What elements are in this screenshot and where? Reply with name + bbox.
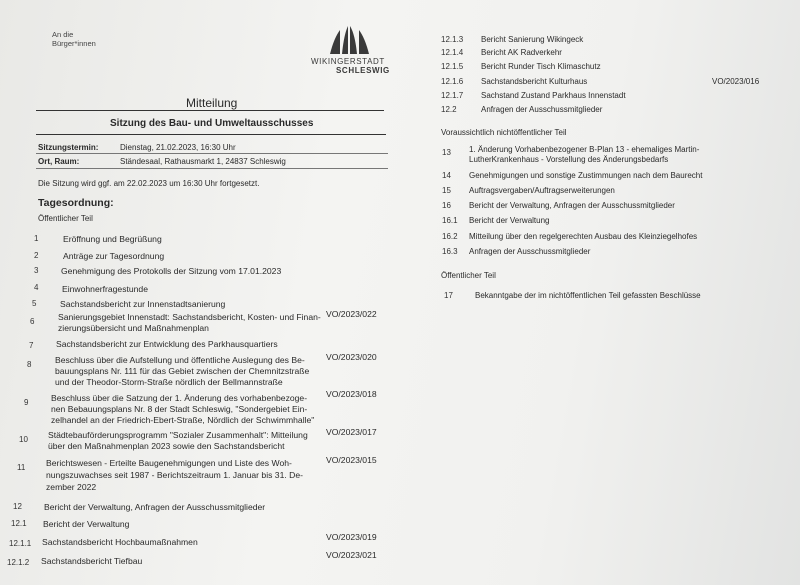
public-heading: Öffentlicher Teil [38,214,93,223]
document-reference: VO/2023/022 [326,309,377,319]
agenda-number: 16.2 [442,232,458,241]
meeting-place-label: Ort, Raum: [38,157,80,166]
agenda-number: 17 [444,291,453,300]
agenda-number: 12.1.2 [7,558,30,567]
agenda-number: 12.1.7 [441,91,464,100]
nonpublic-heading: Voraussichtlich nichtöffentlicher Teil [441,128,567,137]
agenda-item-text-line-2: nungszuwachses seit 1987 - Berichtszeitraum 1. Januar bis 31. De- [46,470,303,480]
agenda-number: 12.1.4 [441,48,464,57]
logo-wordmark-line-2: SCHLESWIG [336,66,390,75]
agenda-number: 16.3 [442,247,458,256]
agenda-number: 5 [32,299,37,308]
doc-type-title: Mitteilung [186,96,238,110]
agenda-number: 8 [27,360,32,369]
recipient-line-1: An die [52,30,74,39]
agenda-item-text: Berichtswesen - Erteilte Baugenehmigungen und Liste des Woh- [46,458,292,468]
document-reference: VO/2023/019 [326,532,377,542]
committee-title: Sitzung des Bau- und Umweltausschusses [110,118,314,129]
agenda-item-text: Bericht der Verwaltung, Anfragen der Ausschussmitglieder [469,201,675,210]
agenda-item-text: Genehmigungen und sonstige Zustimmungen nach dem Baurecht [469,171,703,180]
agenda-number: 12 [13,502,22,511]
agenda-number: 7 [29,341,34,350]
agenda-item-text: Beschluss über die Aufstellung und öffentliche Auslegung des Be- [55,355,305,365]
title-rule [36,110,384,111]
document-reference: VO/2023/018 [326,389,377,399]
logo-wordmark-line-1: WIKINGERSTADT [311,57,385,66]
agenda-number: 2 [34,251,39,260]
agenda-title: Tagesordnung: [38,197,114,209]
document-reference: VO/2023/017 [326,427,377,437]
agenda-item-text: Sachstand Zustand Parkhaus Innenstadt [481,91,626,100]
public-heading-2: Öffentlicher Teil [441,271,496,280]
agenda-item-text: Genehmigung des Protokolls der Sitzung vom 17.01.2023 [61,266,282,276]
agenda-item-text: Sanierungsgebiet Innenstadt: Sachstandsbericht, Kosten- und Finan- [58,312,321,322]
agenda-number: 12.1 [11,519,27,528]
recipient-line-2: Bürger*innen [52,39,96,48]
agenda-item-text: Bericht der Verwaltung [43,519,130,529]
meta-rule-2 [36,168,388,169]
agenda-item-text: 1. Änderung Vorhabenbezogener B-Plan 13 - ehemaliges Martin- [469,145,700,154]
agenda-item-text: Bekanntgabe der im nichtöffentlichen Teil gefassten Beschlüsse [475,291,701,300]
agenda-item-text: Bericht der Verwaltung [469,216,550,225]
agenda-number: 1 [34,234,39,243]
agenda-item-text: Anträge zur Tagesordnung [63,251,165,261]
agenda-item-text-line-2: nen Bebauungsplans Nr. 8 der Stadt Schleswig, "Sondergebiet Ein- [51,404,308,414]
agenda-number: 12.2 [441,105,457,114]
agenda-item-text: Bericht AK Radverkehr [481,48,562,57]
document-reference: VO/2023/020 [326,352,377,362]
agenda-item-text-line-3: und der Theodor-Storm-Straße nördlich der Bellmannstraße [55,377,283,387]
meeting-date-value: Dienstag, 21.02.2023, 16:30 Uhr [120,143,236,152]
agenda-item-text: Einwohnerfragestunde [62,284,148,294]
agenda-item-text: Sachstandsbericht zur Innenstadtsanierung [60,299,226,309]
agenda-item-text: Bericht Sanierung Wikingeck [481,35,584,44]
agenda-item-text: Mitteilung über den regelgerechten Ausbau des Kleinziegelhofes [469,232,698,241]
agenda-number: 15 [442,186,451,195]
meta-rule-1 [36,153,388,154]
agenda-number: 3 [34,266,39,275]
agenda-number: 16 [442,201,451,210]
agenda-item-text: Anfragen der Ausschussmitglieder [481,105,603,114]
meeting-date-label: Sitzungstermin: [38,143,99,152]
agenda-number: 9 [24,398,29,407]
agenda-number: 12.1.1 [9,539,32,548]
agenda-number: 14 [442,171,451,180]
agenda-item-text: Beschluss über die Satzung der 1. Änderung des vorhabenbezoge- [51,393,308,403]
meeting-place-value: Ständesaal, Rathausmarkt 1, 24837 Schleswig [120,157,286,166]
agenda-number: 11 [17,463,26,472]
wikingerstadt-sails-logo-icon [320,24,380,58]
continuation-note: Die Sitzung wird ggf. am 22.02.2023 um 16:30 Uhr fortgesetzt. [38,179,260,188]
agenda-item-text-line-2: LutherKrankenhaus - Vorstellung des Änderungsbedarfs [469,155,669,164]
agenda-item-text: Sachstandsbericht zur Entwicklung des Parkhausquartiers [56,339,278,349]
agenda-number: 6 [30,317,35,326]
agenda-number: 12.1.5 [441,62,464,71]
agenda-number: 13 [442,148,451,157]
agenda-number: 12.1.6 [441,77,464,86]
agenda-item-text: Anfragen der Ausschussmitglieder [469,247,591,256]
agenda-number: 4 [34,283,39,292]
agenda-item-text-line-3: zember 2022 [46,482,97,492]
agenda-item-text: Auftragsvergaben/Auftragserweiterungen [469,186,615,195]
agenda-item-text-line-2: bauungsplans Nr. 111 für das Gebiet zwischen der Chemnitzstraße [55,366,310,376]
agenda-item-text: Sachstandsbericht Kulturhaus [481,77,588,86]
agenda-item-text-line-2: zierungsübersicht und Maßnahmenplan [58,323,209,333]
agenda-item-text-line-3: zelhandel an der Friedrich-Ebert-Straße, Nördlich der Schwimmhalle" [51,415,315,425]
agenda-number: 12.1.3 [441,35,464,44]
agenda-item-text: Sachstandsbericht Hochbaumaßnahmen [42,537,198,547]
agenda-number: 10 [19,435,28,444]
agenda-item-text: Eröffnung und Begrüßung [63,234,162,244]
agenda-item-text-line-2: über den Maßnahmenplan 2023 sowie den Sachstandsbericht [48,441,285,451]
agenda-item-text: Bericht der Verwaltung, Anfragen der Ausschussmitglieder [44,502,266,512]
agenda-item-text: Städtebauförderungsprogramm "Sozialer Zusammenhalt": Mitteilung [48,430,308,440]
agenda-number: 16.1 [442,216,458,225]
document-reference: VO/2023/016 [712,77,760,86]
agenda-item-text: Bericht Runder Tisch Klimaschutz [481,62,601,71]
document-reference: VO/2023/015 [326,455,377,465]
document-reference: VO/2023/021 [326,550,377,560]
committee-rule [36,134,386,135]
agenda-item-text: Sachstandsbericht Tiefbau [41,556,143,566]
